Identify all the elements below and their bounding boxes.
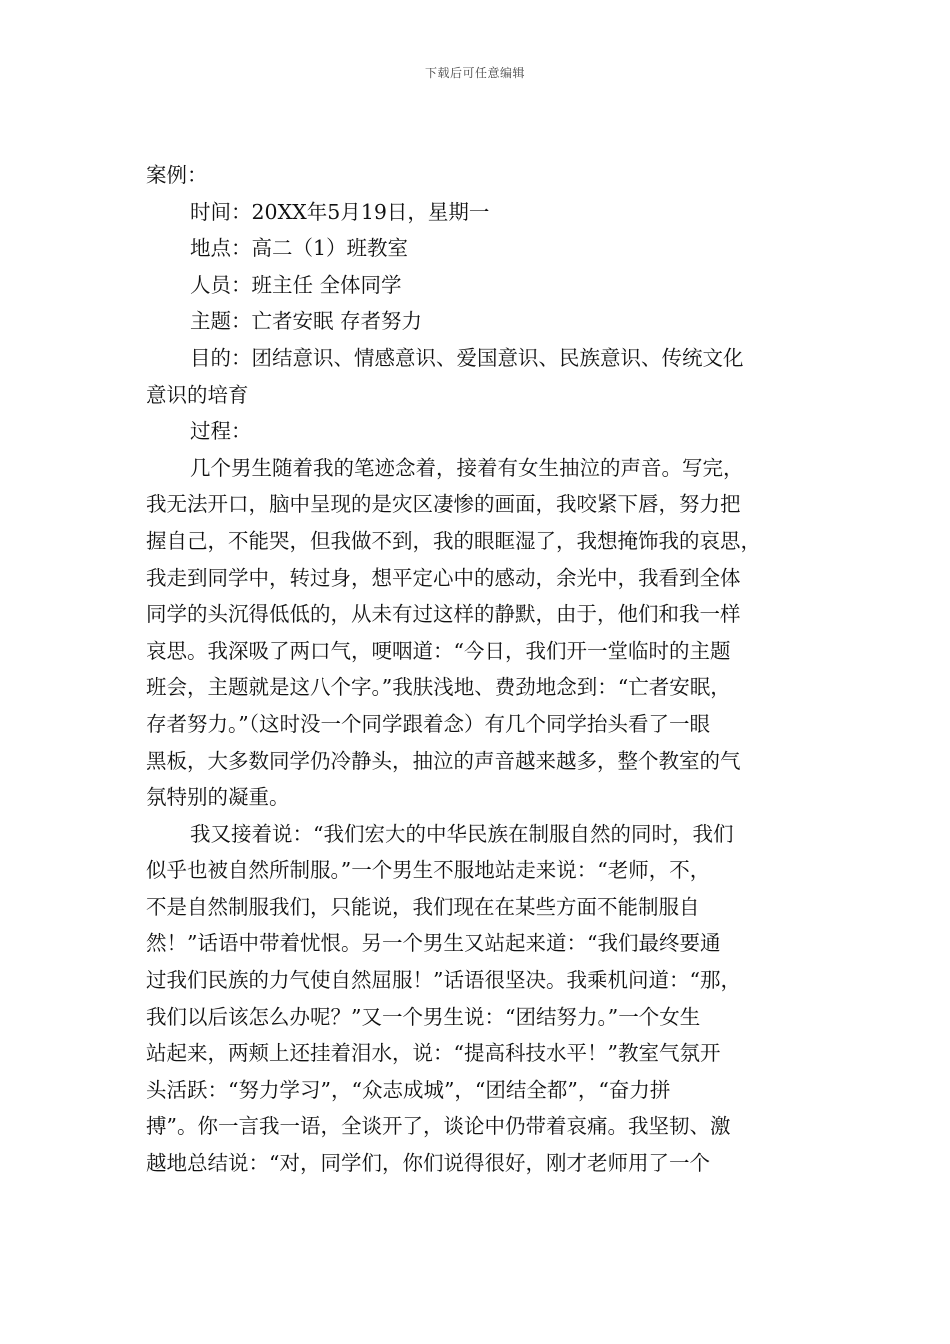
paragraph-line: 我走到同学中，转过身，想平定心中的感动，余光中，我看到全体 <box>146 565 741 590</box>
people-line: 人员：班主任 全体同学 <box>190 272 402 297</box>
case-label: 案例： <box>146 163 208 187</box>
paragraph-line: 似乎也被自然所制服。”一个男生不服地站走来说：“老师，不， <box>146 858 711 883</box>
paragraph-line: 然！”话语中带着忧恨。另一个男生又站起来道：“我们最终要通 <box>146 931 721 956</box>
paragraph-line: 我们以后该怎么办呢？”又一个男生说：“团结努力。”一个女生 <box>146 1004 701 1029</box>
paragraph-line: 过我们民族的力气使自然屈服！”话语很坚决。我乘机问道：“那， <box>146 968 741 993</box>
purpose-line-continued: 意识的培育 <box>146 382 249 407</box>
theme-line: 主题：亡者安眠 存者努力 <box>190 309 423 334</box>
paragraph-line: 握自己，不能哭，但我做不到，我的眼眶湿了，我想掩饰我的哀思， <box>146 528 761 553</box>
paragraph-line: 我又接着说：“我们宏大的中华民族在制服自然的同时，我们 <box>190 821 734 846</box>
paragraph-line: 不是自然制服我们，只能说，我们现在在某些方面不能制服自 <box>146 894 700 919</box>
paragraph-line: 我无法开口，脑中呈现的是灾区凄惨的画面，我咬紧下唇，努力把 <box>146 492 741 517</box>
document-body <box>146 157 810 1182</box>
paragraph-line: 站起来，两颊上还挂着泪水，说：“提高科技水平！”教室气氛开 <box>146 1041 721 1066</box>
paragraph-line: 班会，主题就是这八个字。”我肤浅地、费劲地念到：“亡者安眠， <box>146 675 731 700</box>
paragraph-line: 哀思。我深吸了两口气，哽咽道：“今日，我们开一堂临时的主题 <box>146 638 731 663</box>
paragraph-2 <box>146 816 810 1182</box>
paragraph-line: 越地总结说：“对，同学们，你们说得很好，刚才老师用了一个 <box>146 1151 710 1176</box>
paragraph-line: 存者努力。”（这时没一个同学跟着念）有几个同学抬头看了一眼 <box>146 711 710 736</box>
paragraph-line: 搏”。你一言我一语，全谈开了，谈论中仍带着哀痛。我坚韧、激 <box>146 1114 731 1139</box>
paragraph-line: 几个男生随着我的笔迹念着，接着有女生抽泣的声音。写完， <box>190 455 744 480</box>
header-note: 下载后可任意编辑 <box>424 66 525 80</box>
paragraph-line: 黑板，大多数同学仍冷静头，抽泣的声音越来越多，整个教室的气 <box>146 748 741 773</box>
paragraph-1 <box>146 450 810 816</box>
process-label: 过程： <box>190 419 252 444</box>
time-line: 时间：20XX年5月19日，星期一 <box>190 199 490 224</box>
paragraph-line: 头活跃：“努力学习”，“众志成城”，“团结全都”，“奋力拼 <box>146 1077 671 1102</box>
paragraph-line: 氛特别的凝重。 <box>146 785 290 810</box>
paragraph-line: 同学的头沉得低低的，从未有过这样的静默，由于，他们和我一样 <box>146 602 741 627</box>
purpose-line: 目的：团结意识、情感意识、爱国意识、民族意识、传统文化 <box>190 345 744 370</box>
place-line: 地点：高二（1）班教室 <box>190 236 409 261</box>
